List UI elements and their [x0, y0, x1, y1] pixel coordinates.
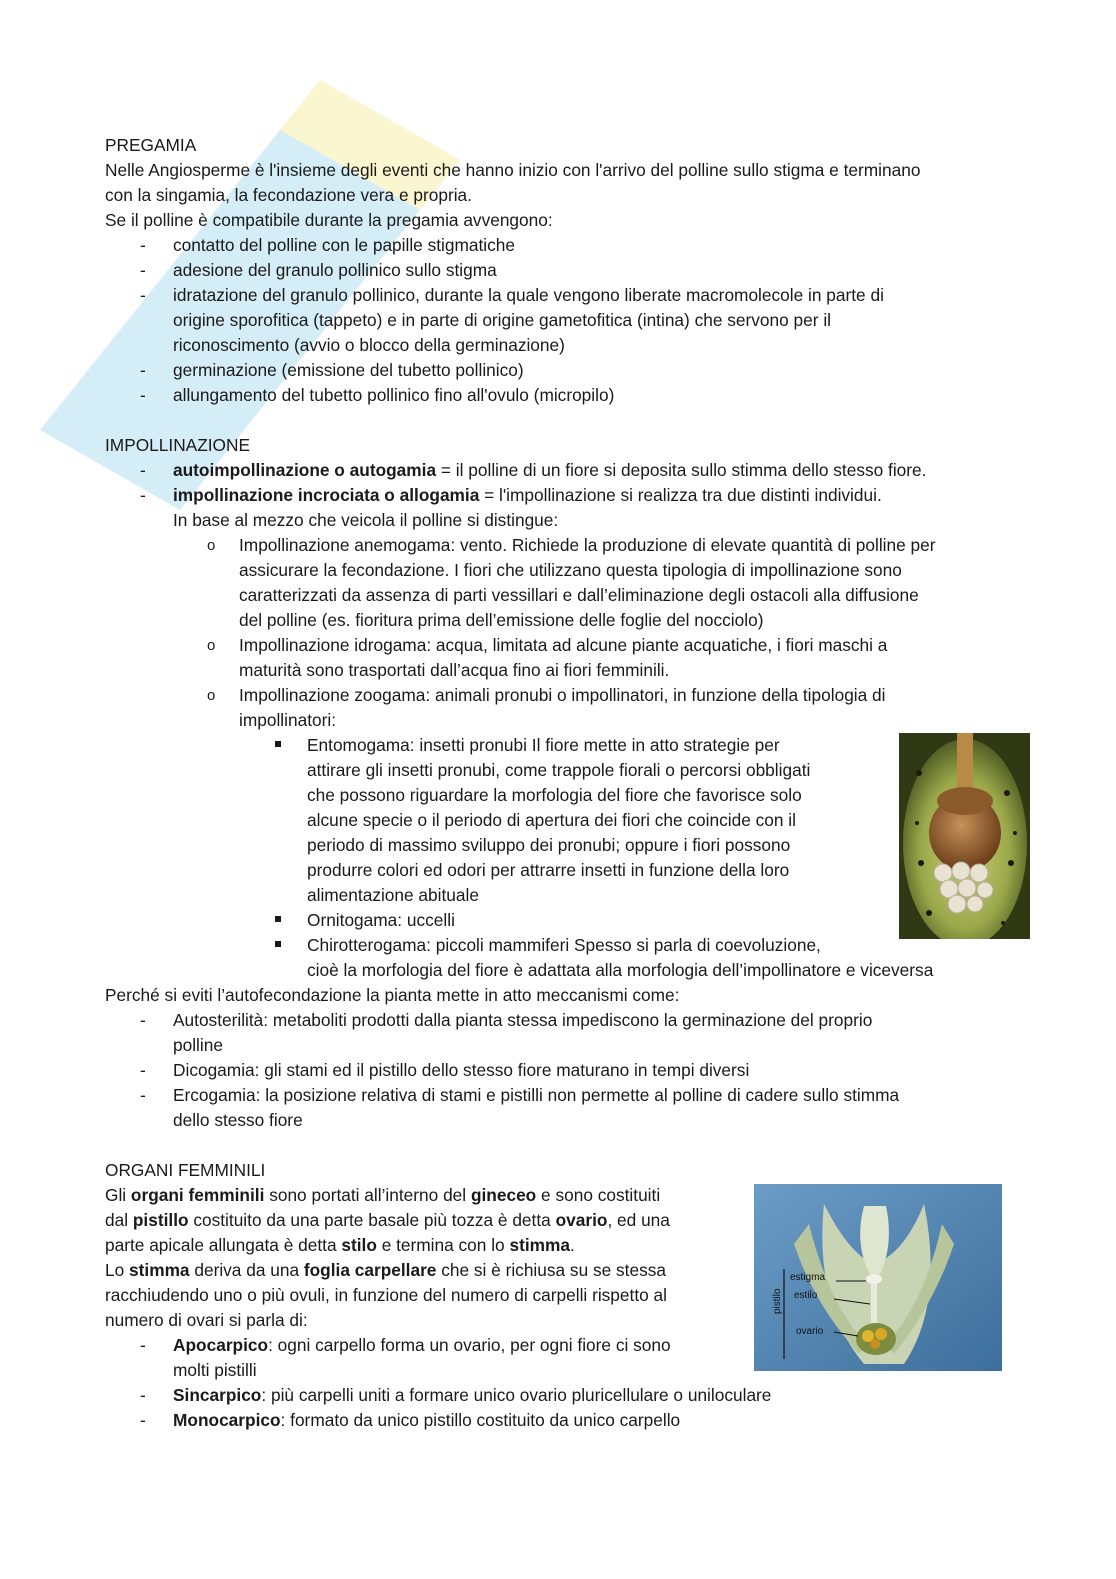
anemogama-line: caratterizzati da assenza di parti vessillari e dall’eliminazione degli ostacoli alla diffusione [239, 585, 919, 605]
definition-text: : più carpelli uniti a formare unico ovario pluricellulare o uniloculare [261, 1385, 772, 1405]
text-run: e termina con lo [376, 1235, 510, 1255]
term-autogamia: autoimpollinazione o autogamia [173, 460, 437, 480]
label-estilo: estilo [794, 1290, 818, 1301]
heading-pregamia: PREGAMIA [105, 135, 197, 155]
term-sincarpico: Sincarpico [173, 1385, 262, 1405]
autosterilita-line: Autosterilità: metaboliti prodotti dalla pianta stessa impediscono la germinazione del proprio [173, 1010, 873, 1030]
autosterilita-line: polline [173, 1035, 223, 1055]
bullet-circle: o [207, 637, 216, 654]
term: stilo [341, 1235, 377, 1255]
bullet-circle: o [207, 687, 216, 704]
bullet-dash: - [140, 260, 146, 280]
heading-organi-femminili: ORGANI FEMMINILI [105, 1160, 266, 1180]
bullet-square [275, 941, 281, 947]
term: stimma [129, 1260, 190, 1280]
term: stimma [509, 1235, 570, 1255]
text-run: . [569, 1235, 575, 1255]
autofecondazione-intro: Perché si eviti l’autofecondazione la pianta mette in atto meccanismi come: [105, 985, 680, 1005]
text-run: che si è richiusa su se stessa [436, 1260, 666, 1280]
bullet-dash: - [140, 285, 146, 305]
pistil-photo [754, 1184, 1002, 1371]
ornitogama-line: Ornitogama: uccelli [307, 910, 455, 930]
organi-paragraph-line [105, 1233, 575, 1258]
bullet-square [275, 741, 281, 747]
list-item: germinazione (emissione del tubetto pollinico) [173, 360, 524, 380]
text-run: Gli [105, 1185, 131, 1205]
bullet-dash: - [140, 1060, 146, 1080]
pistil-side-label: pistilo [772, 1288, 783, 1314]
pregamia-paragraph-line-2: con la singamia, la fecondazione vera e propria. [105, 185, 472, 205]
list-item: adesione del granulo pollinico sullo stigma [173, 260, 497, 280]
entomogama-line: Entomogama: insetti pronubi Il fiore mette in atto strategie per [307, 735, 780, 755]
organi-paragraph-line [105, 1208, 670, 1233]
text-run: dal [105, 1210, 133, 1230]
text-run: e sono costituiti [536, 1185, 661, 1205]
bullet-dash: - [140, 460, 146, 480]
definition-text: : formato da unico pistillo costituito da unico carpello [280, 1410, 681, 1430]
anemogama-line: Impollinazione anemogama: vento. Richiede la produzione di elevate quantità di polline per [239, 535, 936, 555]
list-item-autogamia [173, 458, 926, 483]
ercogamia-line: dello stesso fiore [173, 1110, 303, 1130]
label-ovario: ovario [796, 1326, 824, 1337]
term-allogamia: impollinazione incrociata o allogamia [173, 485, 480, 505]
list-item: idratazione del granulo pollinico, durante la quale vengono liberate macromolecole in parte di [173, 285, 884, 305]
zoogama-line: Impollinazione zoogama: animali pronubi o impollinatori, in funzione della tipologia di [239, 685, 886, 705]
entomogama-line: attirare gli insetti pronubi, come trappole fiorali o percorsi obbligati [307, 760, 811, 780]
text-run: deriva da una [189, 1260, 304, 1280]
bullet-dash: - [140, 485, 146, 505]
definition-text: = il polline di un fiore si deposita sullo stimma dello stesso fiore. [436, 460, 927, 480]
pistil-illustration [754, 1184, 1002, 1371]
term: organi femminili [130, 1185, 265, 1205]
list-item-continuation: origine sporofitica (tappeto) e in parte di origine gametofitica (intina) che servono per il [173, 310, 831, 330]
pregamia-paragraph-line-1: Nelle Angiosperme è l'insieme degli eventi che hanno inizio con l'arrivo del polline sullo stigma e terminano [105, 160, 921, 180]
text-run: , ed una [607, 1210, 670, 1230]
text-run: costituito da una parte basale più tozza è detta [188, 1210, 556, 1230]
bullet-dash: - [140, 235, 146, 255]
idrogama-line: Impollinazione idrogama: acqua, limitata ad alcune piante acquatiche, i fiori maschi a [239, 635, 888, 655]
term: foglia carpellare [303, 1260, 437, 1280]
pregamia-intro-list: Se il polline è compatibile durante la pregamia avvengono: [105, 210, 553, 230]
organi-paragraph-line [105, 1183, 660, 1208]
entomogama-line: alimentazione abituale [307, 885, 479, 905]
bullet-dash: - [140, 360, 146, 380]
list-item-allogamia [173, 483, 882, 508]
apocarpico-line: molti pistilli [173, 1360, 257, 1380]
bullet-square [275, 916, 281, 922]
list-item: allungamento del tubetto pollinico fino all'ovulo (micropilo) [173, 385, 615, 405]
term: gineceo [470, 1185, 537, 1205]
bullet-dash: - [140, 385, 146, 405]
entomogama-line: alcune specie o il periodo di apertura dei fiori che coincide con il [307, 810, 796, 830]
text-run: sono portati all’interno del [264, 1185, 471, 1205]
term-monocarpico: Monocarpico [173, 1410, 281, 1430]
idrogama-line: maturità sono trasportati dall’acqua fino ai fiori femminili. [239, 660, 670, 680]
anemogama-line: del polline (es. fioritura prima dell’emissione delle foglie del nocciolo) [239, 610, 764, 630]
bullet-dash: - [140, 1335, 146, 1355]
label-estigma: estigma [790, 1272, 826, 1283]
ercogamia-line: Ercogamia: la posizione relativa di stami e pistilli non permette al polline di cadere sullo stimma [173, 1085, 900, 1105]
chirotterogama-line: Chirotterogama: piccoli mammiferi Spesso si parla di coevoluzione, [307, 935, 821, 955]
text-run: parte apicale allungata è detta [105, 1235, 342, 1255]
bullet-dash: - [140, 1010, 146, 1030]
definition-text: = l'impollinazione si realizza tra due distinti individui. [479, 485, 882, 505]
organi-paragraph-line: racchiudendo uno o più ovuli, in funzione del numero di carpelli rispetto al [105, 1285, 667, 1305]
entomogama-line: produrre colori ed odori per attrarre insetti in funzione della loro [307, 860, 790, 880]
mezzo-intro: In base al mezzo che veicola il polline si distingue: [173, 510, 559, 530]
bullet-dash: - [140, 1410, 146, 1430]
sincarpico-line [173, 1383, 771, 1408]
organi-paragraph-line [105, 1258, 666, 1283]
definition-text: : ogni carpello forma un ovario, per ogni fiore ci sono [268, 1335, 671, 1355]
term-apocarpico: Apocarpico [173, 1335, 269, 1355]
apocarpico-line [173, 1333, 671, 1358]
dicogamia-line: Dicogamia: gli stami ed il pistillo dello stesso fiore maturano in tempi diversi [173, 1060, 750, 1080]
heading-impollinazione: IMPOLLINAZIONE [105, 435, 251, 455]
entomogama-line: che possono riguardare la morfologia del fiore che favorisce solo [307, 785, 802, 805]
bullet-circle: o [207, 537, 216, 554]
monocarpico-line [173, 1408, 680, 1433]
bullet-dash: - [140, 1085, 146, 1105]
zoogama-line: impollinatori: [239, 710, 337, 730]
anemogama-line: assicurare la fecondazione. I fiori che utilizzano questa tipologia di impollinazione sono [239, 560, 902, 580]
flower-trap-photo [899, 733, 1030, 939]
list-item-continuation: riconoscimento (avvio o blocco della germinazione) [173, 335, 565, 355]
bullet-dash: - [140, 1385, 146, 1405]
term: pistillo [132, 1210, 189, 1230]
flower-trap-illustration [899, 733, 1030, 939]
organi-paragraph-line: numero di ovari si parla di: [105, 1310, 308, 1330]
text-run: Lo [105, 1260, 130, 1280]
chirotterogama-line: cioè la morfologia del fiore è adattata alla morfologia dell’impollinatore e viceversa [307, 960, 934, 980]
watermark-main-text [0, 0, 1, 1]
list-item: contatto del polline con le papille stigmatiche [173, 235, 515, 255]
term: ovario [555, 1210, 608, 1230]
entomogama-line: periodo di massimo sviluppo dei pronubi; oppure i fiori possono [307, 835, 791, 855]
